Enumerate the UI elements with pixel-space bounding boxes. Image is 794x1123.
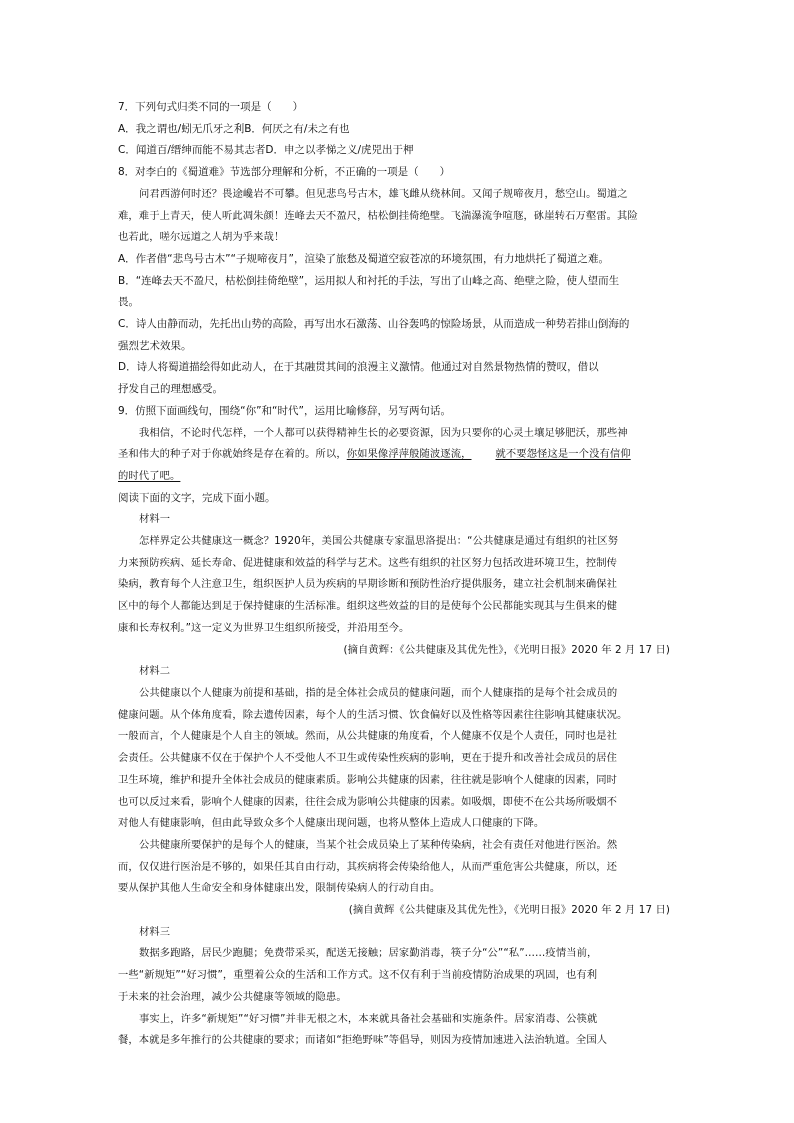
material-2-line: 公共健康以个人健康为前提和基础，指的是全体社会成员的健康问题，而个人健康指的是每个社会成员的 xyxy=(139,686,618,699)
material-2-line: 要从保护其他人生命安全和身体健康出发，限制传染病人的行动自由。 xyxy=(118,882,441,895)
question-8-option-c: C．诗人由静而动，先托出山势的高险，再写出水石激荡、山谷轰鸣的惊险场景，从而造成一种势若排山倒海的 xyxy=(118,318,630,331)
material-2-source: (摘自黄辉《公共健康及其优先性》，《光明日报》2020 年 2 月 17 日) xyxy=(348,904,670,917)
question-9-text-line: 我相信，不论时代怎样，一个人都可以获得精神生长的必要资源，因为只要你的心灵土壤足够肥沃，那些神 xyxy=(139,426,628,439)
reading-intro: 阅读下面的文字，完成下面小题。 xyxy=(118,491,276,504)
question-9-stem: 9．仿照下面画线句，围绕“你”和“时代”，运用比喻修辞，另写两句话。 xyxy=(118,404,451,417)
material-2-line: 卫生环境，维护和提升全体社会成员的健康素质。影响公共健康的因素，往往就是影响个人健康的因素，同时 xyxy=(118,773,618,786)
material-3-line: 于未来的社会治理，减少公共健康等领域的隐患。 xyxy=(118,990,347,1003)
material-1-line: 康和长寿权利。”这一定义为世界卫生组织所接受，并沿用至今。 xyxy=(118,621,410,634)
question-9-text-line xyxy=(118,444,674,466)
material-1-line: 力来预防疾病、延长寿命、促进健康和效益的科学与艺术。这些有组织的社区努力包括改进环境卫生，控制传 xyxy=(118,556,618,569)
material-2-line: 会责任。公共健康不仅在于保护个人不受他人不卫生或传染性疾病的影响，更在于提升和改善社会成员的居住 xyxy=(118,752,618,765)
poem-line: 问君西游何时还？畏途巉岩不可攀。但见悲鸟号古木，雄飞雌从绕林间。又闻子规啼夜月，愁空山。蜀道之 xyxy=(139,187,628,200)
material-2-title: 材料二 xyxy=(139,665,171,678)
material-3-line: 事实上，许多“新规矩”“好习惯”并非无根之木，本来就具备社会基础和实施条件。居家消毒、公筷就 xyxy=(139,1012,598,1025)
material-1-title: 材料一 xyxy=(139,513,171,526)
question-8-option-d: D．诗人将蜀道描绘得如此动人，在于其融贯其间的浪漫主义激情。他通过对自然景物热情的赞叹，借以 xyxy=(118,361,599,374)
page-content xyxy=(118,97,674,1052)
material-1-line: 区中的每个人都能达到足于保持健康的生活标准。组织这些效益的目的是使每个公民都能实现其与生俱来的健 xyxy=(118,600,618,613)
material-2-line: 一般而言，个人健康是个人自主的领域。然而，从公共健康的角度看，个人健康不仅是个人责任，同时也是社 xyxy=(118,730,618,743)
question-8-option-b-cont: 畏。 xyxy=(118,296,139,309)
question-7-stem: 7．下列句式归类不同的一项是（ ） xyxy=(118,101,304,113)
material-3-title: 材料三 xyxy=(139,925,171,938)
material-2-line: 而，仅仅进行医治是不够的，如果任其自由行动，其疾病将会传染给他人，从而严重危害公共健康，所以，还 xyxy=(118,860,618,873)
question-8-stem: 8．对李白的《蜀道难》节选部分理解和分析，不正确的一项是（ ） xyxy=(118,166,451,179)
question-8-option-d-cont: 抒发自己的理想感受。 xyxy=(118,383,223,396)
material-2-line: 公共健康所要保护的是每个人的健康，当某个社会成员染上了某种传染病，社会有责任对他进行医治。然 xyxy=(139,838,618,851)
material-1-source: (摘自黄辉：《公共健康及其优先性》，《光明日报》2020 年 2 月 17 日) xyxy=(343,643,670,656)
question-9-text-line xyxy=(118,466,674,488)
underline-gap xyxy=(472,444,496,466)
material-1-line: 怎样界定公共健康这一概念？1920年，美国公共健康专家温思洛提出：“公共健康是通过有组织的社区努 xyxy=(139,535,619,548)
question-7-option-ab: A．我之谓也/蚓无爪牙之利B．何厌之有/未之有也 xyxy=(118,122,350,135)
underlined-sentence: 的时代了吧。 xyxy=(118,469,181,482)
poem-line: 难，难于上青天，使人听此凋朱颜！连峰去天不盈尺，枯松倒挂倚绝壁。飞湍瀑流争喧豗，砯崖转石万壑雷。其险 xyxy=(118,209,638,222)
material-3-line: 数据多跑路，居民少跑腿；免费带采买，配送无接触；居家勤消毒，筷子分“公”“私”……疫情当前， xyxy=(139,947,598,960)
material-2-line: 也可以反过来看，影响个人健康的因素，往往会成为影响公共健康的因素。如吸烟，即使不在公共场所吸烟不 xyxy=(118,795,618,808)
material-3-line: 餐，本就是多年推行的公共健康的要求；而诸如“拒绝野味”等倡导，则因为疫情加速进入法治轨道。全国人 xyxy=(118,1034,608,1047)
poem-line: 也若此，嗟尔远道之人胡为乎来哉！ xyxy=(118,231,285,244)
question-8-option-c-cont: 强烈艺术效果。 xyxy=(118,339,192,352)
material-2-line: 健康问题。从个体角度看，除去遗传因素，每个人的生活习惯、饮食偏好以及性格等因素往往影响其健康状况。 xyxy=(118,708,628,721)
question-8-option-a: A．作者借“悲鸟号古木”“子规啼夜月”，渲染了旅愁及蜀道空寂苍凉的环境氛围，有力地烘托了蜀道之难。 xyxy=(118,252,609,265)
question-9-text-plain: 圣和伟大的种子对于你就始终是存在着的。所以， xyxy=(118,448,347,461)
material-3-line: 一些“新规矩”“好习惯”，重塑着公众的生活和工作方式。这不仅有利于当前疫情防治成果的巩固，也有利 xyxy=(118,969,598,982)
underlined-sentence: 你如果像浮萍般随波逐流， xyxy=(346,448,472,461)
material-1-line: 染病，教育每个人注意卫生，组织医护人员为疾病的早期诊断和预防性治疗提供服务，建立社会机制来确保社 xyxy=(118,578,618,591)
question-8-option-b: B．“连峰去天不盈尺，枯松倒挂倚绝壁”，运用拟人和衬托的手法，写出了山峰之高、绝壁之险，使人望而生 xyxy=(118,274,620,287)
underlined-sentence: 就不要怨怪这是一个没有信仰 xyxy=(495,448,631,461)
question-7-option-cd: C．闻道百/缙绅而能不易其志者D．申之以孝悌之义/虎兕出于柙 xyxy=(118,144,414,157)
material-2-line: 对他人有健康影响，但由此导致众多个人健康出现问题，也将从整体上造成人口健康的下降。 xyxy=(118,817,545,830)
